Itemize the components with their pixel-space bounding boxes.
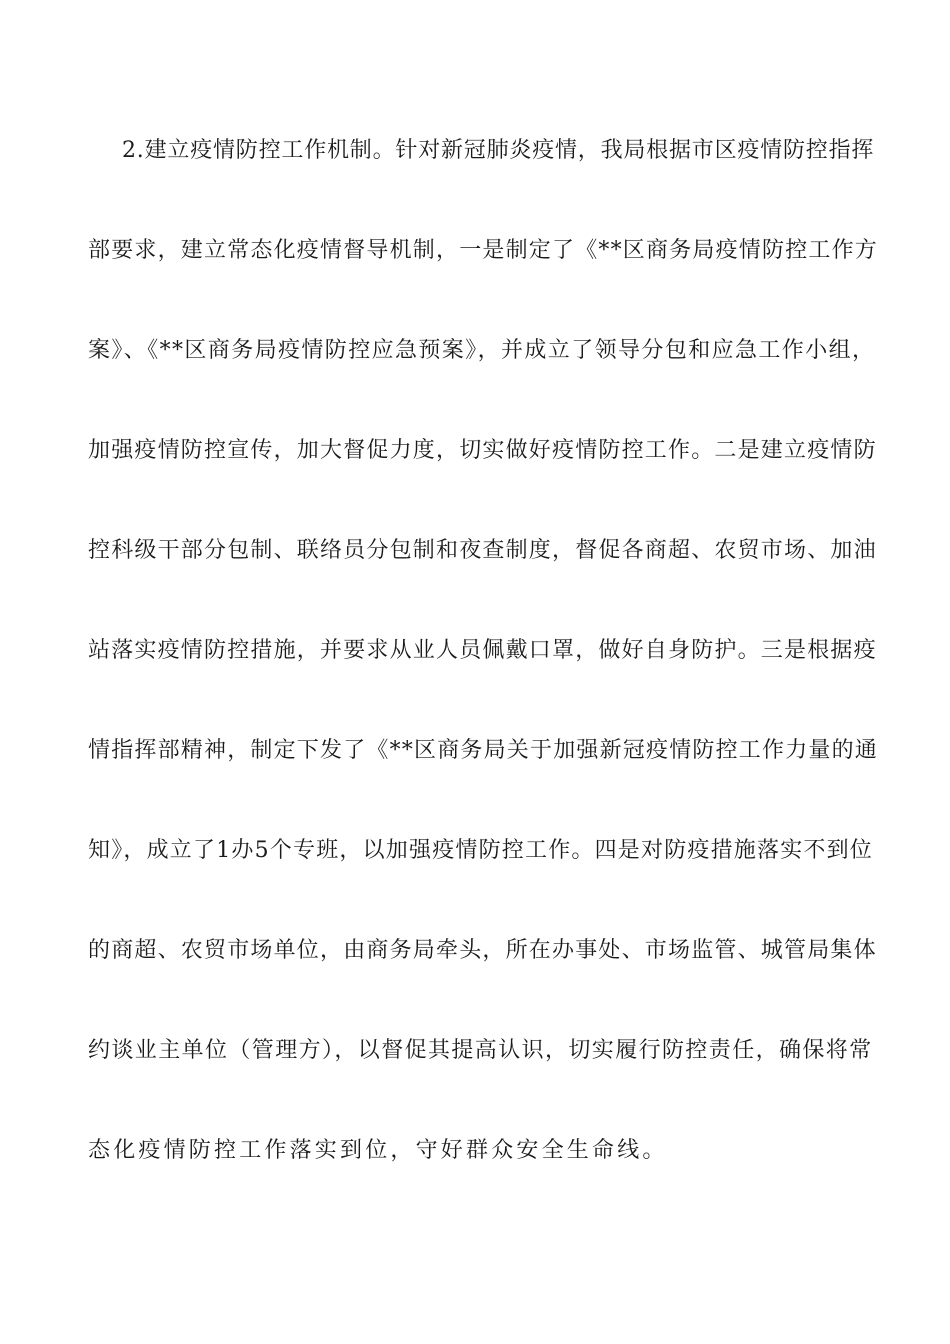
paragraph-line-6: 站落实疫情防控措施，并要求从业人员佩戴口罩，做好自身防护。三是根据疫	[88, 638, 877, 663]
paragraph-line-3: 案》、《**区商务局疫情防控应急预案》，并成立了领导分包和应急工作小组，	[88, 338, 876, 363]
paragraph-line-9: 的商超、农贸市场单位，由商务局牵头，所在办事处、市场监管、城管局集体	[88, 938, 877, 963]
paragraph-line-1: 2.建立疫情防控工作机制。针对新冠肺炎疫情，我局根据市区疫情防控指挥	[122, 138, 875, 163]
paragraph-line-4: 加强疫情防控宣传，加大督促力度，切实做好疫情防控工作。二是建立疫情防	[88, 438, 877, 463]
paragraph-line-11: 态化疫情防控工作落实到位，守好群众安全生命线。	[88, 1138, 668, 1163]
paragraph-line-7: 情指挥部精神，制定下发了《**区商务局关于加强新冠疫情防控工作力量的通	[88, 738, 879, 763]
paragraph-line-8: 知》，成立了1办5个专班，以加强疫情防控工作。四是对防疫措施落实不到位	[88, 838, 873, 863]
paragraph-line-5: 控科级干部分包制、联络员分包制和夜查制度，督促各商超、农贸市场、加油	[88, 538, 877, 563]
paragraph-line-10: 约谈业主单位（管理方），以督促其提高认识，切实履行防控责任，确保将常	[88, 1038, 873, 1063]
paragraph-line-2: 部要求，建立常态化疫情督导机制，一是制定了《**区商务局疫情防控工作方	[88, 238, 879, 263]
